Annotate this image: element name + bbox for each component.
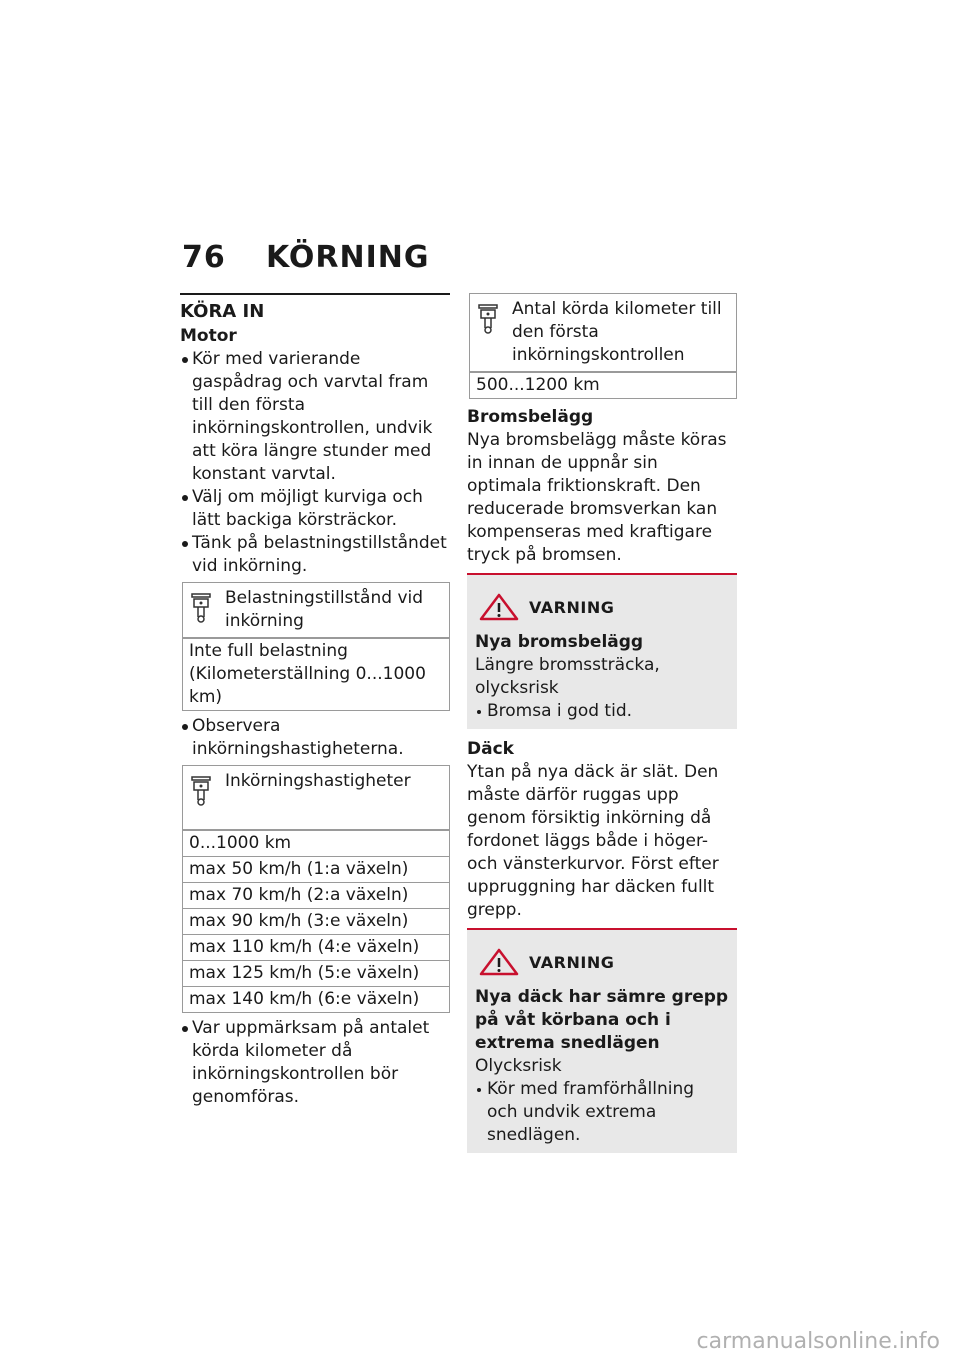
left-column [180, 293, 450, 1109]
table-row: max 50 km/h (1:a växeln) [183, 856, 449, 882]
brakes-heading: Bromsbelägg [467, 407, 594, 427]
attention-bullet [180, 1017, 450, 1109]
page-header [182, 240, 430, 275]
warning-label: VARNING [529, 952, 615, 972]
table-row: 0...1000 km [183, 830, 449, 856]
warning-bullets [475, 700, 729, 723]
table-row: max 125 km/h (5:e växeln) [183, 960, 449, 986]
tyres-text: Ytan på nya däck är slät. Den måste därför ruggas upp genom försiktig inkörning då fordonet läggs både i höger- och vänsterkurvor. Först efter uppruggning har däcken fullt grepp. [467, 762, 719, 920]
warning-title: Nya däck har sämre grepp på våt körbana och i extrema snedlägen [475, 987, 729, 1053]
list-item: Bromsa i god tid. [475, 700, 729, 723]
table-row: max 90 km/h (3:e växeln) [183, 908, 449, 934]
load-table [182, 582, 450, 711]
table-caption [470, 294, 736, 372]
warning-header [475, 948, 729, 976]
warning-triangle-icon [479, 948, 519, 976]
motor-heading: Motor [180, 326, 237, 346]
speed-table [182, 765, 450, 1013]
table-caption-text: Antal körda kilometer till den första inkörningskontrollen [512, 299, 722, 365]
table-caption [183, 766, 449, 830]
warning-box-tyres [467, 928, 737, 1153]
table-row: 500...1200 km [470, 372, 736, 398]
km-table [469, 293, 737, 399]
brakes-text: Nya bromsbelägg måste köras in innan de uppnår sin optimala friktionskraft. Den reducerade bromsverkan kan kompenseras med kraftigare tryck på bromsen. [467, 430, 727, 565]
observe-bullet [180, 715, 450, 761]
chapter-title: KÖRNING [266, 240, 430, 275]
motor-bullets [180, 348, 450, 578]
warning-header [475, 593, 729, 621]
list-item: Kör med framförhållning och undvik extrema snedlägen. [475, 1078, 729, 1147]
section-divider [180, 293, 450, 295]
watermark: carmanualsonline.info [696, 1329, 940, 1354]
page-number: 76 [182, 240, 226, 275]
engine-icon [476, 298, 512, 343]
engine-icon [189, 587, 225, 632]
table-caption-text: Belastningstillstånd vid inkörning [225, 588, 424, 631]
table-row: max 140 km/h (6:e växeln) [183, 986, 449, 1012]
warning-label: VARNING [529, 597, 615, 617]
warning-title: Nya bromsbelägg [475, 632, 644, 652]
table-caption [183, 583, 449, 638]
warning-text: Olycksrisk [475, 1056, 562, 1076]
table-row: Inte full belastning (Kilometerställning 0...1000 km) [183, 638, 449, 710]
right-column [467, 293, 737, 1163]
warning-bullets [475, 1078, 729, 1147]
table-row: max 70 km/h (2:a växeln) [183, 882, 449, 908]
warning-text: Längre bromssträcka, olycksrisk [475, 655, 660, 698]
list-item: Tänk på belastningstillståndet vid inkörning. [180, 532, 450, 578]
warning-box-brakes [467, 573, 737, 729]
table-row: max 110 km/h (4:e växeln) [183, 934, 449, 960]
section-title: KÖRA IN [180, 301, 265, 322]
list-item: Observera inkörningshastigheterna. [180, 715, 450, 761]
list-item: Var uppmärksam på antalet körda kilometer då inkörningskontrollen bör genomföras. [180, 1017, 450, 1109]
engine-icon [189, 770, 225, 815]
list-item: Välj om möjligt kurviga och lätt backiga körsträckor. [180, 486, 450, 532]
table-caption-text: Inkörningshastigheter [225, 771, 411, 791]
list-item: Kör med varierande gaspådrag och varvtal fram till den första inkörningskontrollen, undvik att köra längre stunder med konstant varvtal. [180, 348, 450, 486]
warning-triangle-icon [479, 593, 519, 621]
tyres-heading: Däck [467, 739, 514, 759]
